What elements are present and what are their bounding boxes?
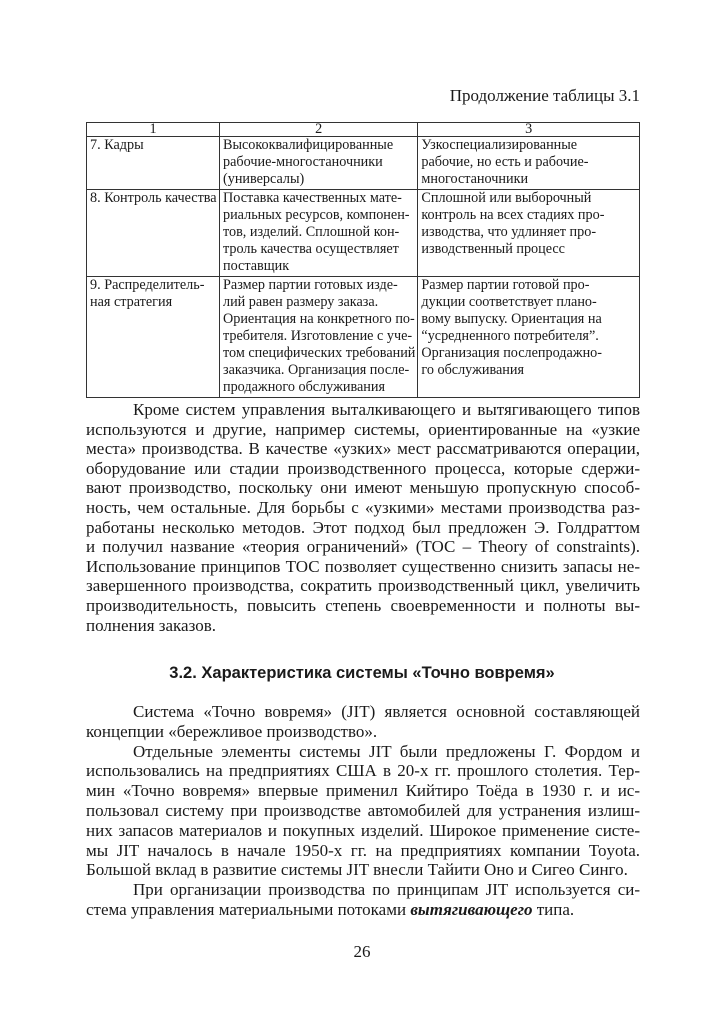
table-header-row: [87, 123, 640, 137]
text-line: Использование принципов ТОС позволяет существенно снизить запасы не-: [86, 556, 640, 576]
cell-line: тов, изделий. Сплошной кон-: [223, 224, 400, 240]
table-cell: [418, 277, 640, 398]
cell-line: том специфических требований: [223, 345, 416, 361]
cell-line: дукции соответствует плано-: [421, 294, 597, 310]
text-line: концепции «бережливое производство».: [86, 721, 378, 741]
cell-line: изводства, что удлиняет про-: [421, 224, 597, 240]
table-cell: [418, 190, 640, 277]
cell-line: (универсалы): [223, 171, 305, 187]
text-line: мин «Точно вовремя» впервые применил Кийтиро Тоёда в 1930 г. и ис-: [86, 781, 640, 801]
header-cell: 3: [418, 123, 640, 137]
table-cell: [87, 190, 220, 277]
paragraph-toc: [86, 400, 640, 635]
emphasis-text: вытягивающего: [410, 899, 533, 919]
cell-line: заказчика. Организация после-: [223, 362, 410, 378]
table-row: [87, 137, 640, 190]
cell-line: Организация послепродажно-: [421, 345, 603, 361]
cell-line: 7. Кадры: [90, 137, 144, 153]
text-line: Кроме систем управления выталкивающего и вытягивающего типов: [133, 400, 640, 419]
cell-line: рабочие-многостаночники: [223, 154, 383, 170]
table-row: [87, 277, 640, 398]
text-line: Отдельные элементы системы JIT были предложены Г. Фордом и: [133, 741, 640, 761]
table-caption: Продолжение таблицы 3.1: [449, 86, 640, 105]
text-line: [86, 900, 640, 920]
text-segment: типа.: [532, 899, 575, 919]
cell-line: го обслуживания: [421, 362, 525, 378]
text-line: производительность, повысить степень своевременности и полноты вы-: [86, 595, 640, 615]
text-line: вают производство, поскольку они имеют меньшую пропускную способ-: [86, 478, 640, 498]
cell-line: Размер партии готовых изде-: [223, 277, 398, 293]
table-cell: [220, 277, 418, 398]
text-segment: стема управления материальными потоками: [86, 899, 411, 919]
paragraph-jit-intro: [86, 702, 640, 742]
cell-line: рабочие, но есть и рабочие-: [421, 154, 589, 170]
text-line: пользовал систему при производстве автомобилей для устранения излиш-: [86, 800, 640, 820]
cell-line: Узкоспециализированные: [421, 137, 578, 153]
cell-line: Размер партии готовой про-: [421, 277, 590, 293]
cell-line: Ориентация на конкретного по-: [223, 311, 415, 327]
text-line: работаны несколько методов. Этот подход был предложен Э. Голдраттом: [86, 517, 640, 537]
cell-line: контроль на всех стадиях про-: [421, 207, 605, 223]
cell-line: Высококвалифицированные: [223, 137, 394, 153]
text-line: них запасов материалов и покупных изделий. Широкое применение систе-: [86, 820, 640, 840]
section-heading: 3.2. Характеристика системы «Точно вовремя»: [169, 664, 555, 682]
page-number: 26: [353, 942, 371, 961]
table-cell: [418, 137, 640, 190]
text-line: использовались на предприятиях США в 20-х гг. прошлого столетия. Тер-: [86, 761, 640, 781]
table-row: [87, 190, 640, 277]
text-line: Система «Точно вовремя» (JIT) является основной составляющей: [133, 702, 640, 721]
cell-line: лий равен размеру заказа.: [223, 294, 379, 310]
text-line: ность, чем остальные. Для борьбы с «узкими» местами производства раз-: [86, 497, 640, 517]
cell-line: Поставка качественных мате-: [223, 190, 402, 206]
text-line: полнения заказов.: [86, 615, 216, 635]
text-line: При организации производства по принципам JIT используется си-: [133, 880, 640, 900]
header-cell: 2: [220, 123, 418, 137]
text-line: используются и другие, например системы, ориентированные на «узкие: [86, 419, 640, 439]
cell-line: “усредненного потребителя”.: [421, 328, 599, 344]
text-line: места» производства. В качестве «узких» мест рассматриваются операции,: [86, 439, 640, 459]
cell-line: требителя. Изготовление с уче-: [223, 328, 413, 344]
table-cell: [220, 137, 418, 190]
paragraph-jit-history: [86, 742, 640, 881]
table-cell: [220, 190, 418, 277]
text-line: мы JIT началось в начале 1950-х гг. на предприятиях компании Toyota.: [86, 840, 640, 860]
cell-line: многостаночники: [421, 171, 529, 187]
text-line: и получил название «теория ограничений» (ТОС – Theory of constraints).: [86, 537, 640, 557]
table-cell: [87, 137, 220, 190]
cell-line: изводственный процесс: [421, 241, 565, 257]
cell-line: вому выпуску. Ориентация на: [421, 311, 602, 327]
cell-line: троль качества осуществляет: [223, 241, 399, 257]
header-cell: 1: [87, 123, 220, 137]
text-line: завершенного производства, сократить производственный цикл, увеличить: [86, 576, 640, 596]
cell-line: ная стратегия: [90, 294, 173, 310]
cell-line: риальных ресурсов, компонен-: [223, 207, 410, 223]
cell-line: продажного обслуживания: [223, 379, 385, 395]
table-cell: [87, 277, 220, 398]
text-line: оборудование или стадии производственного процесса, которые сдержи-: [86, 458, 640, 478]
cell-line: Сплошной или выборочный: [421, 190, 592, 206]
cell-line: поставщик: [223, 258, 290, 274]
paragraph-pull-system: [86, 880, 640, 920]
comparison-table: [86, 122, 640, 398]
cell-line: 9. Распределитель-: [90, 277, 205, 293]
cell-line: 8. Контроль качества: [90, 190, 217, 206]
text-line: Большой вклад в развитие системы JIT внесли Тайити Оно и Сигео Синго.: [86, 860, 628, 880]
